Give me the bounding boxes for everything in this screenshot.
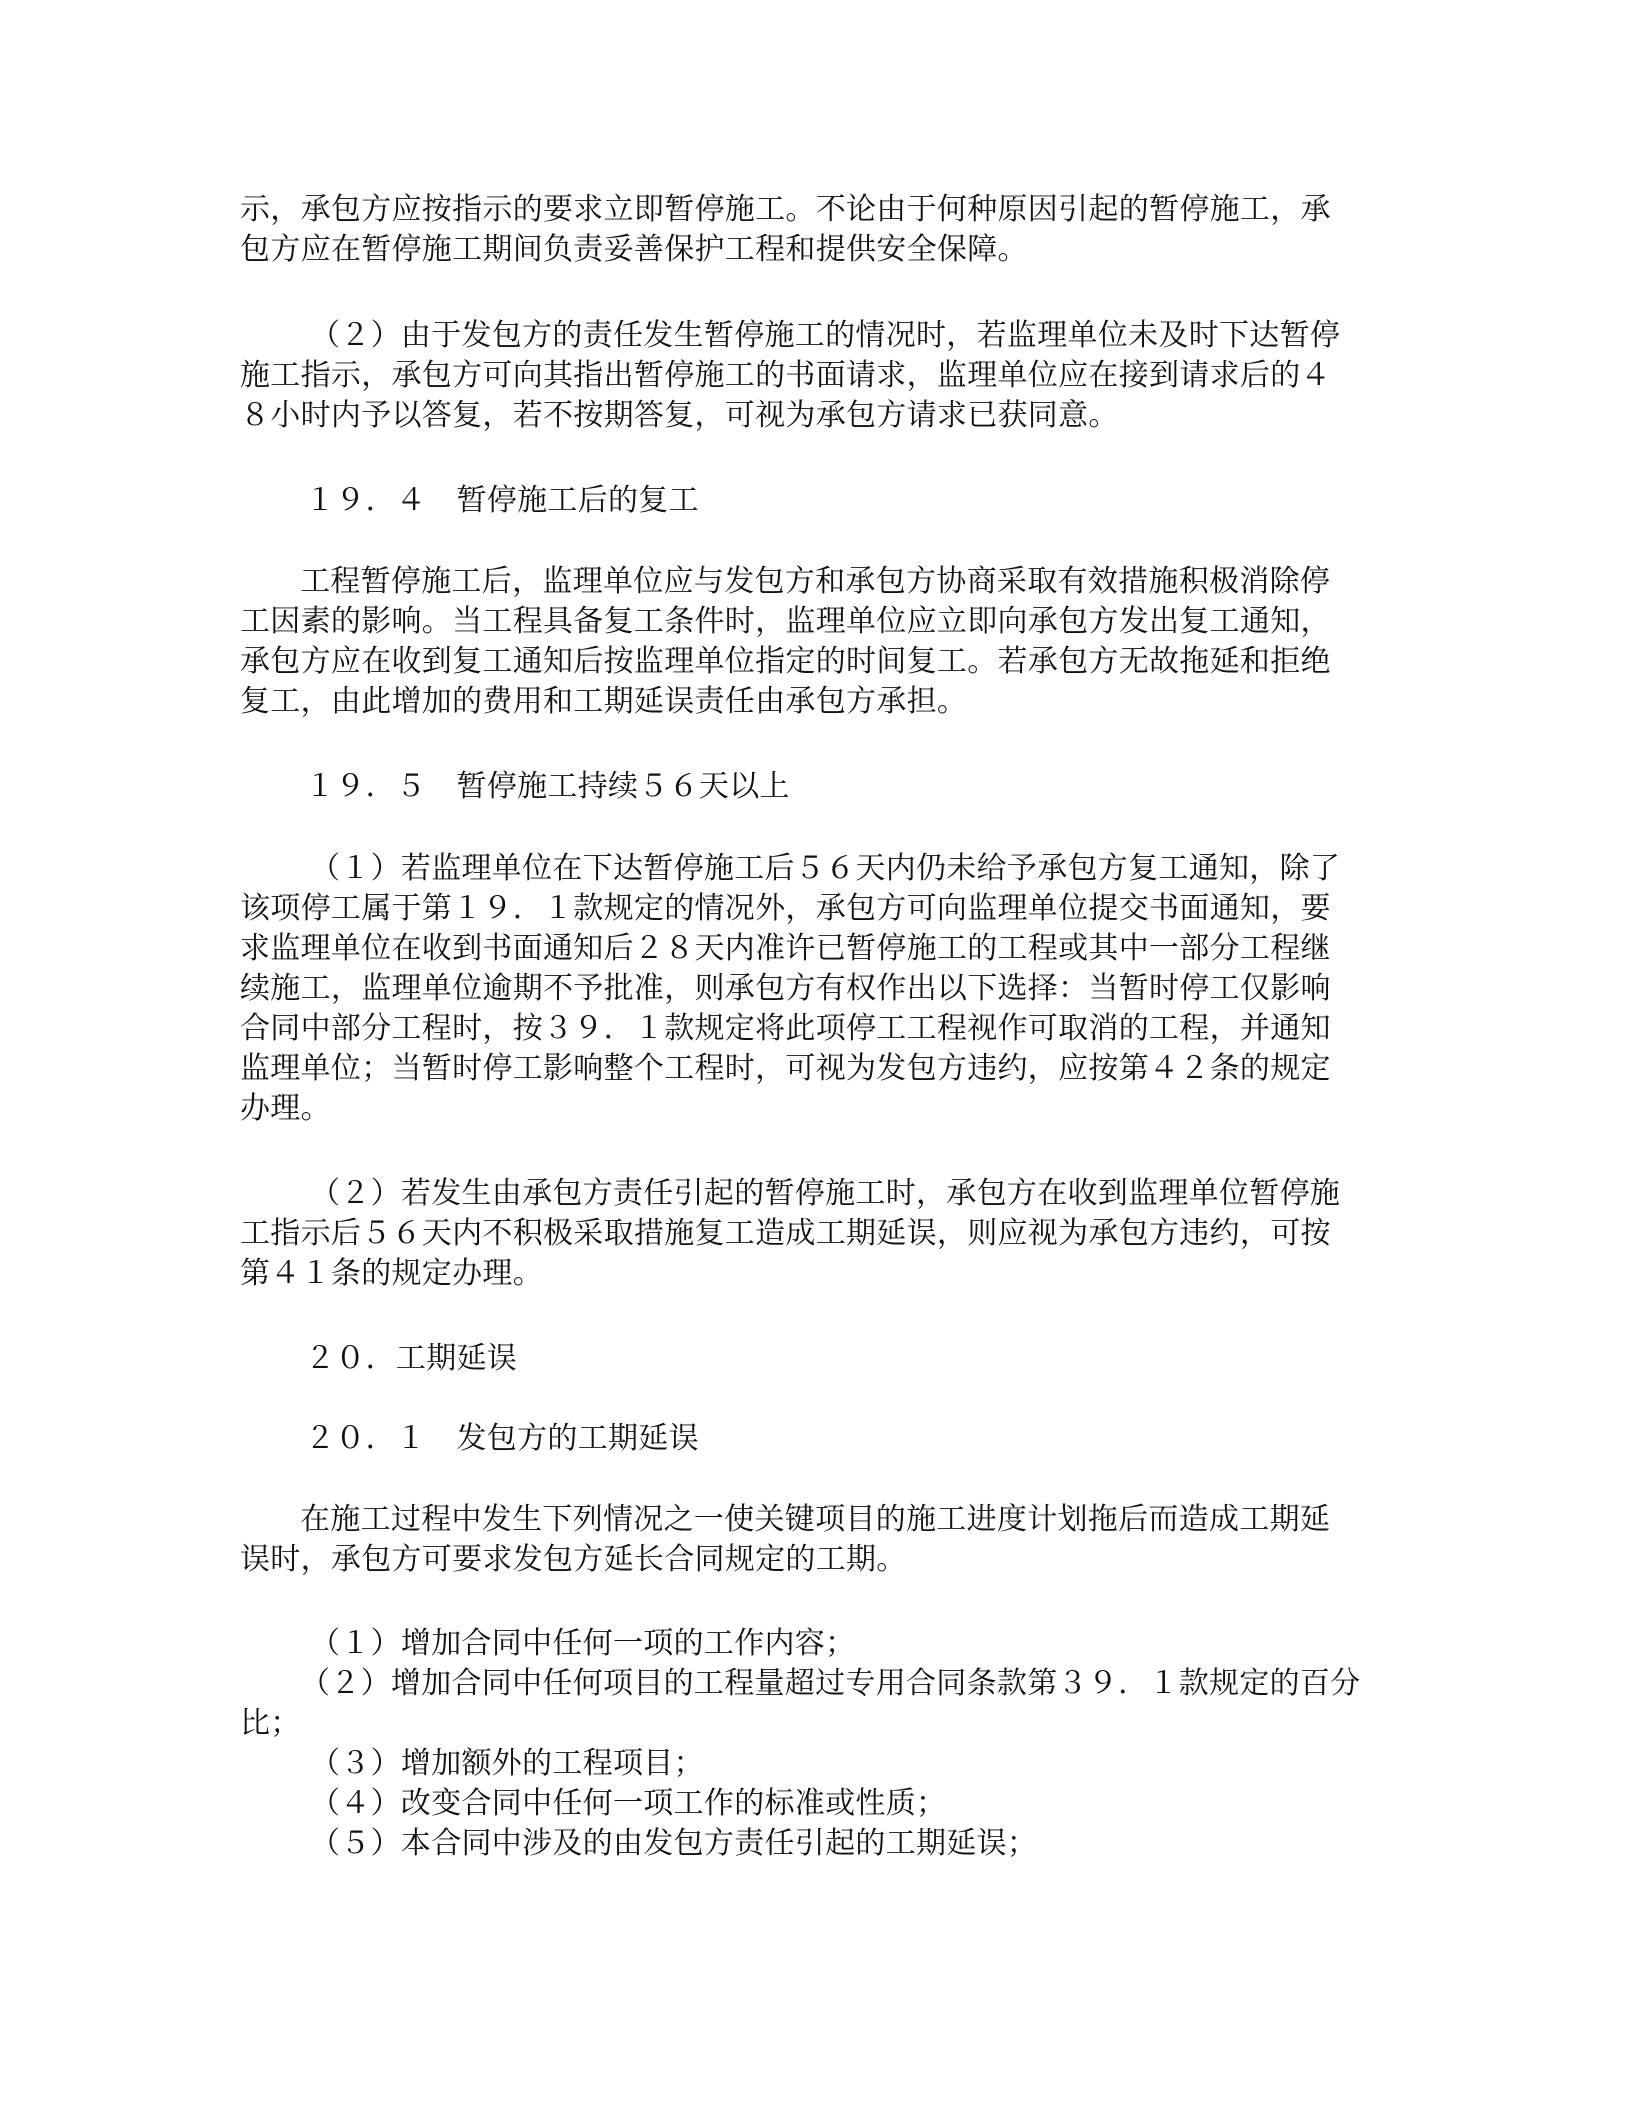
text-line: （１）若监理单位在下达暂停施工后５６天内仍未给予承包方复工通知，除了 [310,851,1341,886]
text-line: （２）若发生由承包方责任引起的暂停施工时，承包方在收到监理单位暂停施 [310,1176,1341,1211]
text-line: ８小时内予以答复，若不按期答复，可视为承包方请求已获同意。 [240,398,1119,433]
text-line: 承包方应在收到复工通知后按监理单位指定的时间复工。若承包方无故拖延和拒绝 [240,644,1331,679]
section-heading: １９．５ 暂停施工持续５６天以上 [305,769,790,804]
list-item: （１）增加合同中任何一项的工作内容； [310,1626,856,1661]
text-line: 该项停工属于第１９．１款规定的情况外，承包方可向监理单位提交书面通知，要 [240,891,1331,926]
text-line: 工指示后５６天内不积极采取措施复工造成工期延误，则应视为承包方违约，可按 [240,1216,1331,1251]
text-line: 误时，承包方可要求发包方延长合同规定的工期。 [240,1542,907,1577]
text-line: 合同中部分工程时，按３９．１款规定将此项停工工程视作可取消的工程，并通知 [240,1011,1331,1046]
section-heading: ２０．工期延误 [305,1341,518,1376]
text-line: （２）由于发包方的责任发生暂停施工的情况时，若监理单位未及时下达暂停 [310,318,1341,353]
section-heading: ２０．１ 发包方的工期延误 [305,1421,699,1456]
text-line: 施工指示，承包方可向其指出暂停施工的书面请求，监理单位应在接到请求后的４ [240,358,1331,393]
text-line: 复工，由此增加的费用和工期延误责任由承包方承担。 [240,684,968,719]
text-line: 工因素的影响。当工程具备复工条件时，监理单位应立即向承包方发出复工通知， [240,604,1331,639]
text-line: 续施工，监理单位逾期不予批准，则承包方有权作出以下选择：当暂时停工仅影响 [240,971,1331,1006]
section-heading: １９．４ 暂停施工后的复工 [305,483,699,518]
list-item: （２）增加合同中任何项目的工程量超过专用合同条款第３９．１款规定的百分 [300,1666,1361,1701]
text-line: 监理单位；当暂时停工影响整个工程时，可视为发包方违约，应按第４２条的规定 [240,1051,1331,1086]
text-line: 办理。 [240,1091,331,1126]
text-line: 在施工过程中发生下列情况之一使关键项目的施工进度计划拖后而造成工期延 [300,1502,1331,1537]
text-line: 求监理单位在收到书面通知后２８天内准许已暂停施工的工程或其中一部分工程继 [240,931,1331,966]
list-item: （４）改变合同中任何一项工作的标准或性质； [310,1786,947,1821]
text-line: 工程暂停施工后，监理单位应与发包方和承包方协商采取有效措施积极消除停 [300,564,1331,599]
text-line: 第４１条的规定办理。 [240,1256,543,1291]
text-line: 示，承包方应按指示的要求立即暂停施工。不论由于何种原因引起的暂停施工，承 [240,192,1331,227]
list-item: 比； [240,1706,301,1741]
list-item: （５）本合同中涉及的由发包方责任引起的工期延误； [310,1826,1038,1861]
text-line: 包方应在暂停施工期间负责妥善保护工程和提供安全保障。 [240,232,1028,267]
list-item: （３）增加额外的工程项目； [310,1746,704,1781]
